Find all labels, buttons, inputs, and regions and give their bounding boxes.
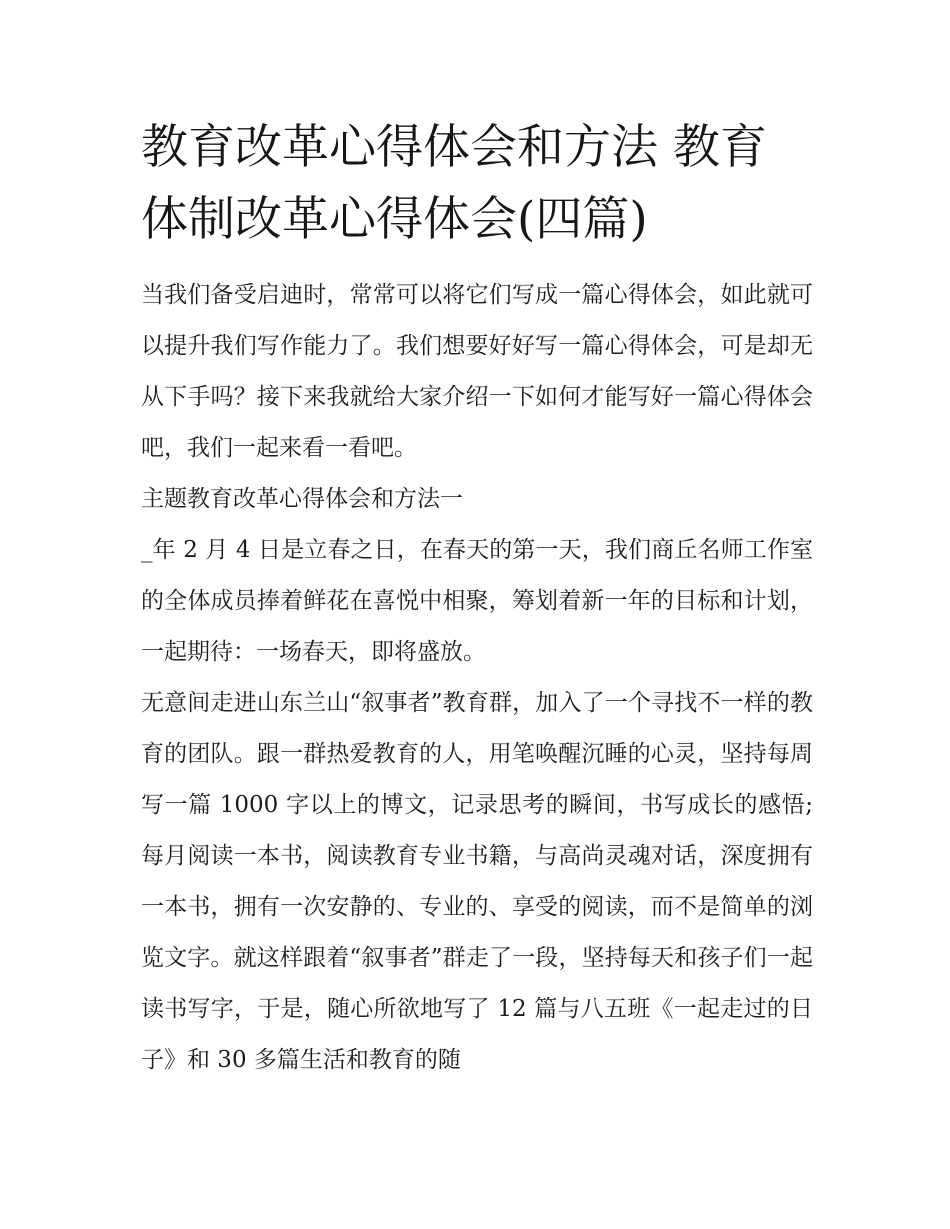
document-title: 教育改革心得体会和方法 教育体制改革心得体会(四篇) — [141, 120, 767, 247]
body-paragraph-2: 无意间走进山东兰山“叙事者”教育群，加入了一个寻找不一样的教育的团队。跟一群热爱教育的人，用笔唤醒沉睡的心灵，坚持每周写一篇 1000 字以上的博文，记录思考的瞬间，书写成长的感悟;每月阅读一本书，阅读教育专业书籍，与高尚灵魂对话，深度拥有一本书，拥有一次安静的、专业的、享受的阅读，而不是简单的浏览文字。就这样跟着“叙事者”群走了一段，坚持每天和孩子们一起读书写字，于是，随心所欲地写了 12 篇与八五班《一起走过的日子》和 30 多篇生活和教育的随 — [141, 690, 813, 1073]
body-paragraph-1: _年 2 月 4 日是立春之日，在春天的第一天，我们商丘名师工作室的全体成员捧着鲜花在喜悦中相聚，筹划着新一年的目标和计划，一起期待：一场春天，即将盛放。 — [141, 537, 813, 665]
section-heading: 主题教育改革心得体会和方法一 — [141, 486, 463, 512]
document-page — [141, 112, 813, 1086]
intro-paragraph: 当我们备受启迪时，常常可以将它们写成一篇心得体会，如此就可以提升我们写作能力了。我们想要好好写一篇心得体会，可是却无从下手吗？接下来我就给大家介绍一下如何才能写好一篇心得体会吧，我们一起来看一看吧。 — [141, 282, 813, 461]
